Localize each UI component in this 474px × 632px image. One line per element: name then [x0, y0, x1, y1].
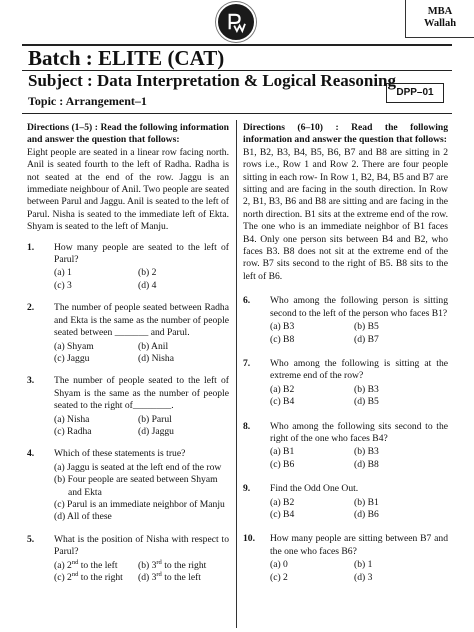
option-a: (a) 2nd to the left — [54, 558, 118, 571]
option-b: (b) B3 — [354, 446, 379, 458]
option-c: (c) Parul is an immediate neighbor of Manju — [54, 498, 225, 510]
option-b: (b) B3 — [354, 383, 379, 395]
option-d: (d) B5 — [354, 396, 379, 408]
passage-6-10: B1, B2, B3, B4, B5, B6, B7 and B8 are sitting in 2 rows i.e., Row 1 and Row 2. There are four people sitting in each row- In Row 1, B2, B4, B5 and B7 are sitting and are facing in the south direction. In Row 2, B1, B3, B6 and B8 are sitting and are facing in the north direction. B1 sits at the extreme end of the row. The one who is an immediate neighbor of B1 faces B4. Only one person sits between B4 and B2, who faces B3. B8 does not sit at the extreme end of the row. B7 sits second to the right of B5. B8 sits to the left of B6. — [243, 146, 448, 282]
left-column — [27, 122, 229, 594]
question-number: 2. — [27, 302, 35, 314]
question-number: 6. — [243, 295, 251, 307]
question-8 — [243, 421, 448, 472]
option-c: (c) Jaggu — [54, 352, 90, 364]
option-d: (d) B8 — [354, 458, 379, 470]
question-text: The number of people seated to the left of Shyam is the same as the number of people seated to the right of________. — [54, 375, 229, 412]
question-7 — [243, 358, 448, 409]
passage-1-5: Eight people are seated in a linear row facing north. Anil is seated fourth to the left of Radha. Radha is not seated at the end of the row. Jaggu is an immediate neighbour of Anil. Two people are seated between Parul and Jaggu. Anil is seated to the left of Parul. Nisha is seated to the immediate left of Ekta. Shyam is seated to the left of Manju. — [27, 146, 229, 233]
option-b: (b) B1 — [354, 496, 379, 508]
option-d: (d) B6 — [354, 508, 379, 520]
question-3 — [27, 375, 229, 438]
dpp-label: DPP–01 — [386, 83, 444, 103]
option-b: (b) 1 — [354, 559, 373, 571]
option-a: (a) B3 — [270, 321, 295, 333]
question-number: 7. — [243, 357, 251, 369]
option-d: (d) 3 — [354, 571, 373, 583]
question-number: 1. — [27, 241, 35, 253]
option-a: (a) B1 — [270, 446, 295, 458]
option-d: (d) B7 — [354, 333, 379, 345]
subject-title: Subject : Data Interpretation & Logical Reasoning — [28, 71, 396, 90]
option-d: (d) All of these — [54, 511, 112, 523]
option-c: (c) 2 — [270, 571, 288, 583]
question-2 — [27, 302, 229, 365]
question-number: 10. — [243, 533, 255, 545]
option-a: (a) B2 — [270, 496, 295, 508]
question-4 — [27, 448, 229, 523]
option-b: (b) 3rd to the right — [138, 558, 207, 571]
question-text: How many people are seated to the left of Parul? — [54, 241, 229, 266]
question-text: Which of these statements is true? — [54, 448, 186, 460]
option-b: (b) Anil — [138, 340, 169, 352]
option-b: (b) B5 — [354, 321, 379, 333]
topic-title: Topic : Arrangement–1 — [28, 94, 147, 108]
mba-wallah-badge — [405, 0, 474, 38]
option-c: (c) 3 — [54, 279, 72, 291]
option-c: (c) B4 — [270, 396, 295, 408]
pw-logo — [216, 2, 256, 42]
option-b: (b) Parul — [138, 413, 172, 425]
question-number: 4. — [27, 448, 35, 460]
question-6 — [243, 295, 448, 346]
option-a: (a) 1 — [54, 267, 72, 279]
option-c: (c) B6 — [270, 458, 295, 470]
option-d: (d) Nisha — [138, 352, 174, 364]
question-text: Who among the following is sitting at the extreme end of the row? — [270, 357, 448, 382]
directions-1-5: Directions (1–5) : Read the following information and answer the question that follows: — [27, 122, 229, 146]
question-text: How many people are sitting between B7 and the one who faces B6? — [270, 533, 448, 557]
badge-line-1: MBA — [427, 6, 453, 17]
question-text: The number of people seated between Radha and Ekta is the same as the number of people seated between _______ and Parul. — [54, 302, 229, 339]
option-a: (a) 0 — [270, 559, 288, 571]
question-text: Who among the following person is sitting second to the left of the person who faces B1? — [270, 295, 448, 319]
directions-6-10: Directions (6–10) : Read the following information and answer the question that follows: — [243, 122, 448, 146]
option-d: (d) 4 — [138, 279, 157, 291]
question-number: 8. — [243, 420, 251, 432]
question-number: 9. — [243, 483, 251, 495]
option-a: (a) Jaggu is seated at the left end of the row — [54, 461, 222, 473]
option-a: (a) Nisha — [54, 413, 90, 425]
right-column — [243, 122, 448, 594]
batch-title: Batch : ELITE (CAT) — [28, 46, 225, 70]
header-divider-bottom — [22, 113, 452, 114]
question-text: What is the position of Nisha with respect to Parul? — [54, 533, 229, 558]
option-d: (d) 3rd to the left — [138, 570, 201, 583]
option-c: (c) B8 — [270, 333, 295, 345]
option-a: (a) B2 — [270, 383, 295, 395]
question-number: 5. — [27, 533, 35, 545]
option-b: (b) Four people are seated between Shyam and Ekta — [54, 474, 218, 498]
question-5 — [27, 534, 229, 585]
question-text: Who among the following sits second to the right of the one who faces B4? — [270, 420, 448, 444]
option-a: (a) Shyam — [54, 340, 94, 352]
option-d: (d) Jaggu — [138, 425, 174, 437]
question-number: 3. — [27, 375, 35, 387]
option-c: (c) B4 — [270, 508, 295, 520]
question-10 — [243, 533, 448, 584]
badge-line-2: Wallah — [423, 18, 457, 29]
option-c: (c) Radha — [54, 425, 92, 437]
pw-logo-icon — [218, 4, 254, 40]
option-c: (c) 2nd to the right — [54, 570, 123, 583]
question-1 — [27, 242, 229, 293]
option-b: (b) 2 — [138, 267, 157, 279]
question-9 — [243, 483, 448, 521]
column-divider — [236, 120, 237, 628]
question-text: Find the Odd One Out. — [270, 483, 359, 495]
